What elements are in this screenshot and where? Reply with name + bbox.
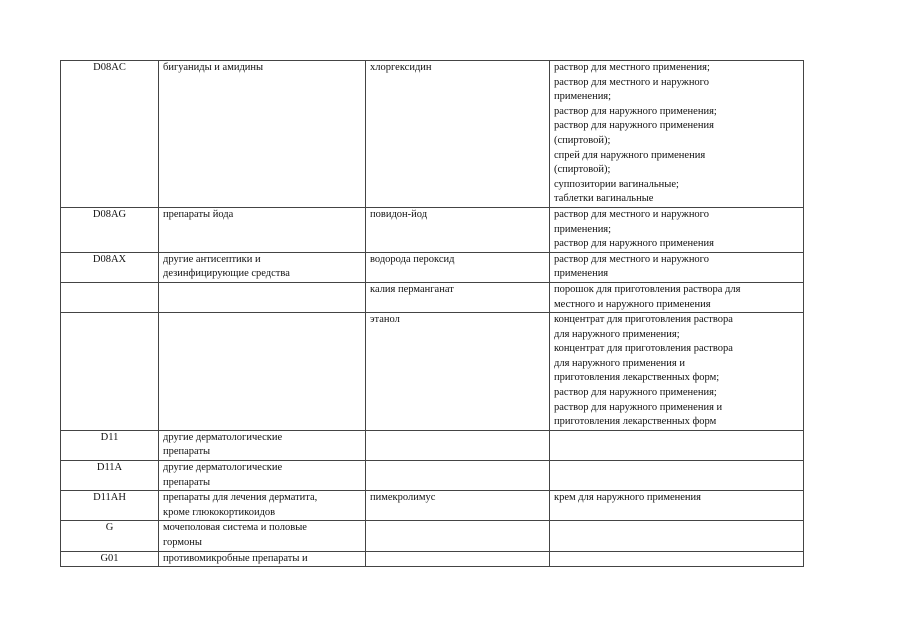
dosage-form-cell — [550, 282, 804, 312]
dosage-form-cell — [550, 313, 804, 431]
anatomical-group-cell-line: другие дерматологические — [163, 431, 283, 443]
anatomical-group-cell — [159, 491, 366, 521]
atc-code-cell: D11 — [61, 430, 159, 460]
table-row — [61, 61, 804, 208]
anatomical-group-cell-line: гормоны — [163, 537, 202, 548]
drug-name-cell-line: калия перманганат — [370, 283, 454, 295]
dosage-form-cell-line: приготовления лекарственных форм; — [554, 372, 720, 384]
table-row — [61, 551, 804, 567]
drug-name-cell — [366, 313, 550, 431]
drug-name-cell-line: пимекролимус — [370, 492, 436, 504]
dosage-form-cell-line: крем для наружного применения — [554, 492, 702, 504]
dosage-form-cell-line: (спиртовой); — [554, 164, 611, 176]
atc-code-cell: G — [61, 521, 159, 551]
drug-classification-table — [60, 60, 804, 567]
dosage-form-cell — [550, 461, 804, 491]
atc-code-cell: D08AG — [61, 207, 159, 252]
dosage-form-cell-line: раствор для местного применения; — [554, 62, 710, 73]
anatomical-group-cell — [159, 551, 366, 567]
anatomical-group-cell — [159, 61, 366, 208]
dosage-form-cell-line: раствор для наружного применения; — [554, 105, 717, 117]
anatomical-group-cell-line: противомикробные препараты и — [163, 552, 308, 564]
anatomical-group-cell — [159, 430, 366, 460]
drug-name-cell — [366, 430, 550, 460]
anatomical-group-cell-line: другие дерматологические — [163, 462, 283, 474]
dosage-form-cell-line: раствор для наружного применения — [554, 120, 714, 132]
anatomical-group-cell-line: бигуаниды и амидины — [163, 62, 264, 73]
dosage-form-cell — [550, 491, 804, 521]
table-row — [61, 430, 804, 460]
dosage-form-cell-line: применения — [554, 268, 609, 280]
table-row — [61, 207, 804, 252]
dosage-form-cell-line: концентрат для приготовления раствора — [554, 343, 733, 355]
dosage-form-cell-line: приготовления лекарственных форм — [554, 416, 717, 428]
dosage-form-cell-line: для наружного применения и — [554, 357, 685, 369]
dosage-form-cell-line: раствор для местного и наружного — [554, 76, 709, 88]
anatomical-group-cell-line: препараты йода — [163, 208, 234, 220]
dosage-form-cell-line: концентрат для приготовления раствора — [554, 314, 733, 326]
anatomical-group-cell-line: мочеполовая система и половые — [163, 522, 307, 534]
dosage-form-cell-line: раствор для наружного применения; — [554, 387, 717, 399]
drug-name-cell — [366, 282, 550, 312]
atc-code-cell: D08AX — [61, 252, 159, 282]
anatomical-group-cell — [159, 521, 366, 551]
dosage-form-cell — [550, 252, 804, 282]
atc-code-cell: D11A — [61, 461, 159, 491]
table-row — [61, 313, 804, 431]
table-row — [61, 521, 804, 551]
dosage-form-cell-line: раствор для местного и наружного — [554, 253, 709, 265]
anatomical-group-cell — [159, 282, 366, 312]
dosage-form-cell-line: раствор для местного и наружного — [554, 208, 709, 220]
dosage-form-cell-line: применения; — [554, 223, 612, 235]
anatomical-group-cell — [159, 313, 366, 431]
anatomical-group-cell-line: препараты — [163, 476, 211, 488]
drug-name-cell-line: хлоргексидин — [370, 62, 432, 73]
anatomical-group-cell — [159, 207, 366, 252]
dosage-form-cell-line: местного и наружного применения — [554, 298, 711, 310]
dosage-form-cell-line: (спиртовой); — [554, 134, 611, 146]
table-body — [61, 61, 804, 567]
drug-name-cell — [366, 551, 550, 567]
dosage-form-cell-line: спрей для наружного применения — [554, 149, 706, 161]
dosage-form-cell-line: раствор для наружного применения — [554, 238, 714, 250]
atc-code-cell — [61, 313, 159, 431]
dosage-form-cell-line: для наружного применения; — [554, 328, 680, 340]
drug-name-cell — [366, 521, 550, 551]
drug-name-cell-line: этанол — [370, 314, 400, 326]
anatomical-group-cell-line: другие антисептики и — [163, 253, 261, 265]
dosage-form-cell-line: суппозитории вагинальные; — [554, 178, 679, 190]
drug-name-cell — [366, 207, 550, 252]
dosage-form-cell — [550, 551, 804, 567]
table-row — [61, 491, 804, 521]
drug-name-cell-line: повидон-йод — [370, 208, 428, 220]
atc-code-cell: G01 — [61, 551, 159, 567]
dosage-form-cell-line: таблетки вагинальные — [554, 193, 654, 205]
atc-code-cell: D08AC — [61, 61, 159, 208]
dosage-form-cell — [550, 61, 804, 208]
atc-code-cell — [61, 282, 159, 312]
anatomical-group-cell-line: дезинфицирующие средства — [163, 268, 290, 280]
anatomical-group-cell-line: препараты для лечения дерматита, — [163, 492, 318, 504]
dosage-form-cell-line: применения; — [554, 91, 612, 103]
drug-name-cell — [366, 61, 550, 208]
dosage-form-cell — [550, 521, 804, 551]
drug-name-cell-line: водорода пероксид — [370, 253, 455, 265]
drug-name-cell — [366, 252, 550, 282]
dosage-form-cell-line: раствор для наружного применения и — [554, 401, 723, 413]
table-row — [61, 252, 804, 282]
anatomical-group-cell-line: кроме глюкокортикоидов — [163, 506, 276, 518]
table-row — [61, 461, 804, 491]
atc-code-cell: D11AH — [61, 491, 159, 521]
dosage-form-cell — [550, 207, 804, 252]
anatomical-group-cell-line: препараты — [163, 446, 211, 458]
table-row — [61, 282, 804, 312]
dosage-form-cell-line: порошок для приготовления раствора для — [554, 283, 741, 295]
drug-name-cell — [366, 461, 550, 491]
drug-name-cell — [366, 491, 550, 521]
dosage-form-cell — [550, 430, 804, 460]
anatomical-group-cell — [159, 252, 366, 282]
anatomical-group-cell — [159, 461, 366, 491]
